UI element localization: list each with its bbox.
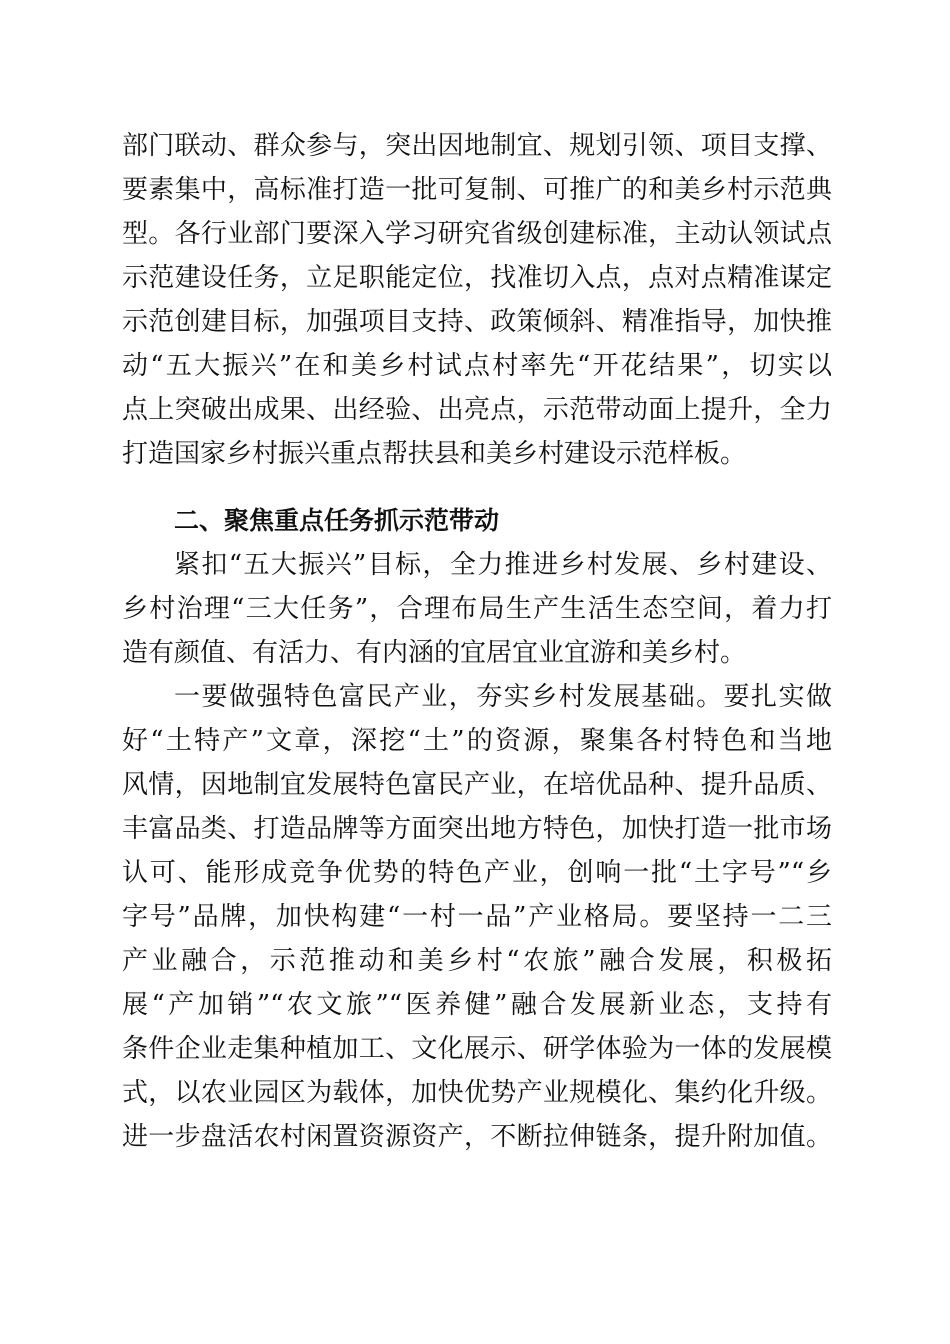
paragraph-line: 认可、能形成竞争优势的特色产业，创响一批“土字号”“乡 — [122, 858, 832, 888]
paragraph-line: 部门联动、群众参与，突出因地制宜、规划引领、项目支撑、 — [122, 131, 832, 161]
paragraph-line: 乡村治理“三大任务”，合理布局生产生活生态空间，着力打 — [122, 594, 832, 624]
paragraph-line: 丰富品类、打造品牌等方面突出地方特色，加快打造一批市场 — [122, 814, 832, 844]
paragraph-line: 风情，因地制宜发展特色富民产业，在培优品种、提升品质、 — [122, 770, 832, 800]
paragraph-line: 要素集中，高标准打造一批可复制、可推广的和美乡村示范典 — [122, 175, 832, 205]
paragraph-line: 字号”品牌，加快构建“一村一品”产业格局。要坚持一二三 — [122, 902, 832, 932]
paragraph-line: 造有颜值、有活力、有内涵的宜居宜业宜游和美乡村。 — [122, 638, 747, 668]
paragraph-line: 进一步盘活农村闲置资源资产，不断拉伸链条，提升附加值。 — [122, 1122, 832, 1152]
section-heading: 二、聚焦重点任务抓示范带动 — [174, 506, 500, 535]
paragraph-line: 展“产加销”“农文旅”“医养健”融合发展新业态，支持有 — [122, 990, 832, 1020]
paragraph-line: 动“五大振兴”在和美乡村试点村率先“开花结果”，切实以 — [122, 351, 832, 381]
paragraph-line: 产业融合，示范推动和美乡村“农旅”融合发展，积极拓 — [122, 946, 832, 976]
paragraph-line: 好“土特产”文章，深挖“土”的资源，聚集各村特色和当地 — [122, 726, 832, 756]
paragraph-line: 一要做强特色富民产业，夯实乡村发展基础。要扎实做 — [174, 682, 832, 712]
paragraph-line: 示范建设任务，立足职能定位，找准切入点，点对点精准谋定 — [122, 263, 832, 293]
paragraph-line: 式，以农业园区为载体，加快优势产业规模化、集约化升级。 — [122, 1078, 832, 1108]
paragraph-line: 打造国家乡村振兴重点帮扶县和美乡村建设示范样板。 — [122, 439, 747, 469]
paragraph-line: 紧扣“五大振兴”目标，全力推进乡村发展、乡村建设、 — [174, 550, 832, 580]
paragraph-line: 型。各行业部门要深入学习研究省级创建标准，主动认领试点 — [122, 219, 832, 249]
paragraph-line: 条件企业走集种植加工、文化展示、研学体验为一体的发展模 — [122, 1034, 832, 1064]
paragraph-line: 点上突破出成果、出经验、出亮点，示范带动面上提升，全力 — [122, 395, 832, 425]
paragraph-line: 示范创建目标，加强项目支持、政策倾斜、精准指导，加快推 — [122, 307, 832, 337]
